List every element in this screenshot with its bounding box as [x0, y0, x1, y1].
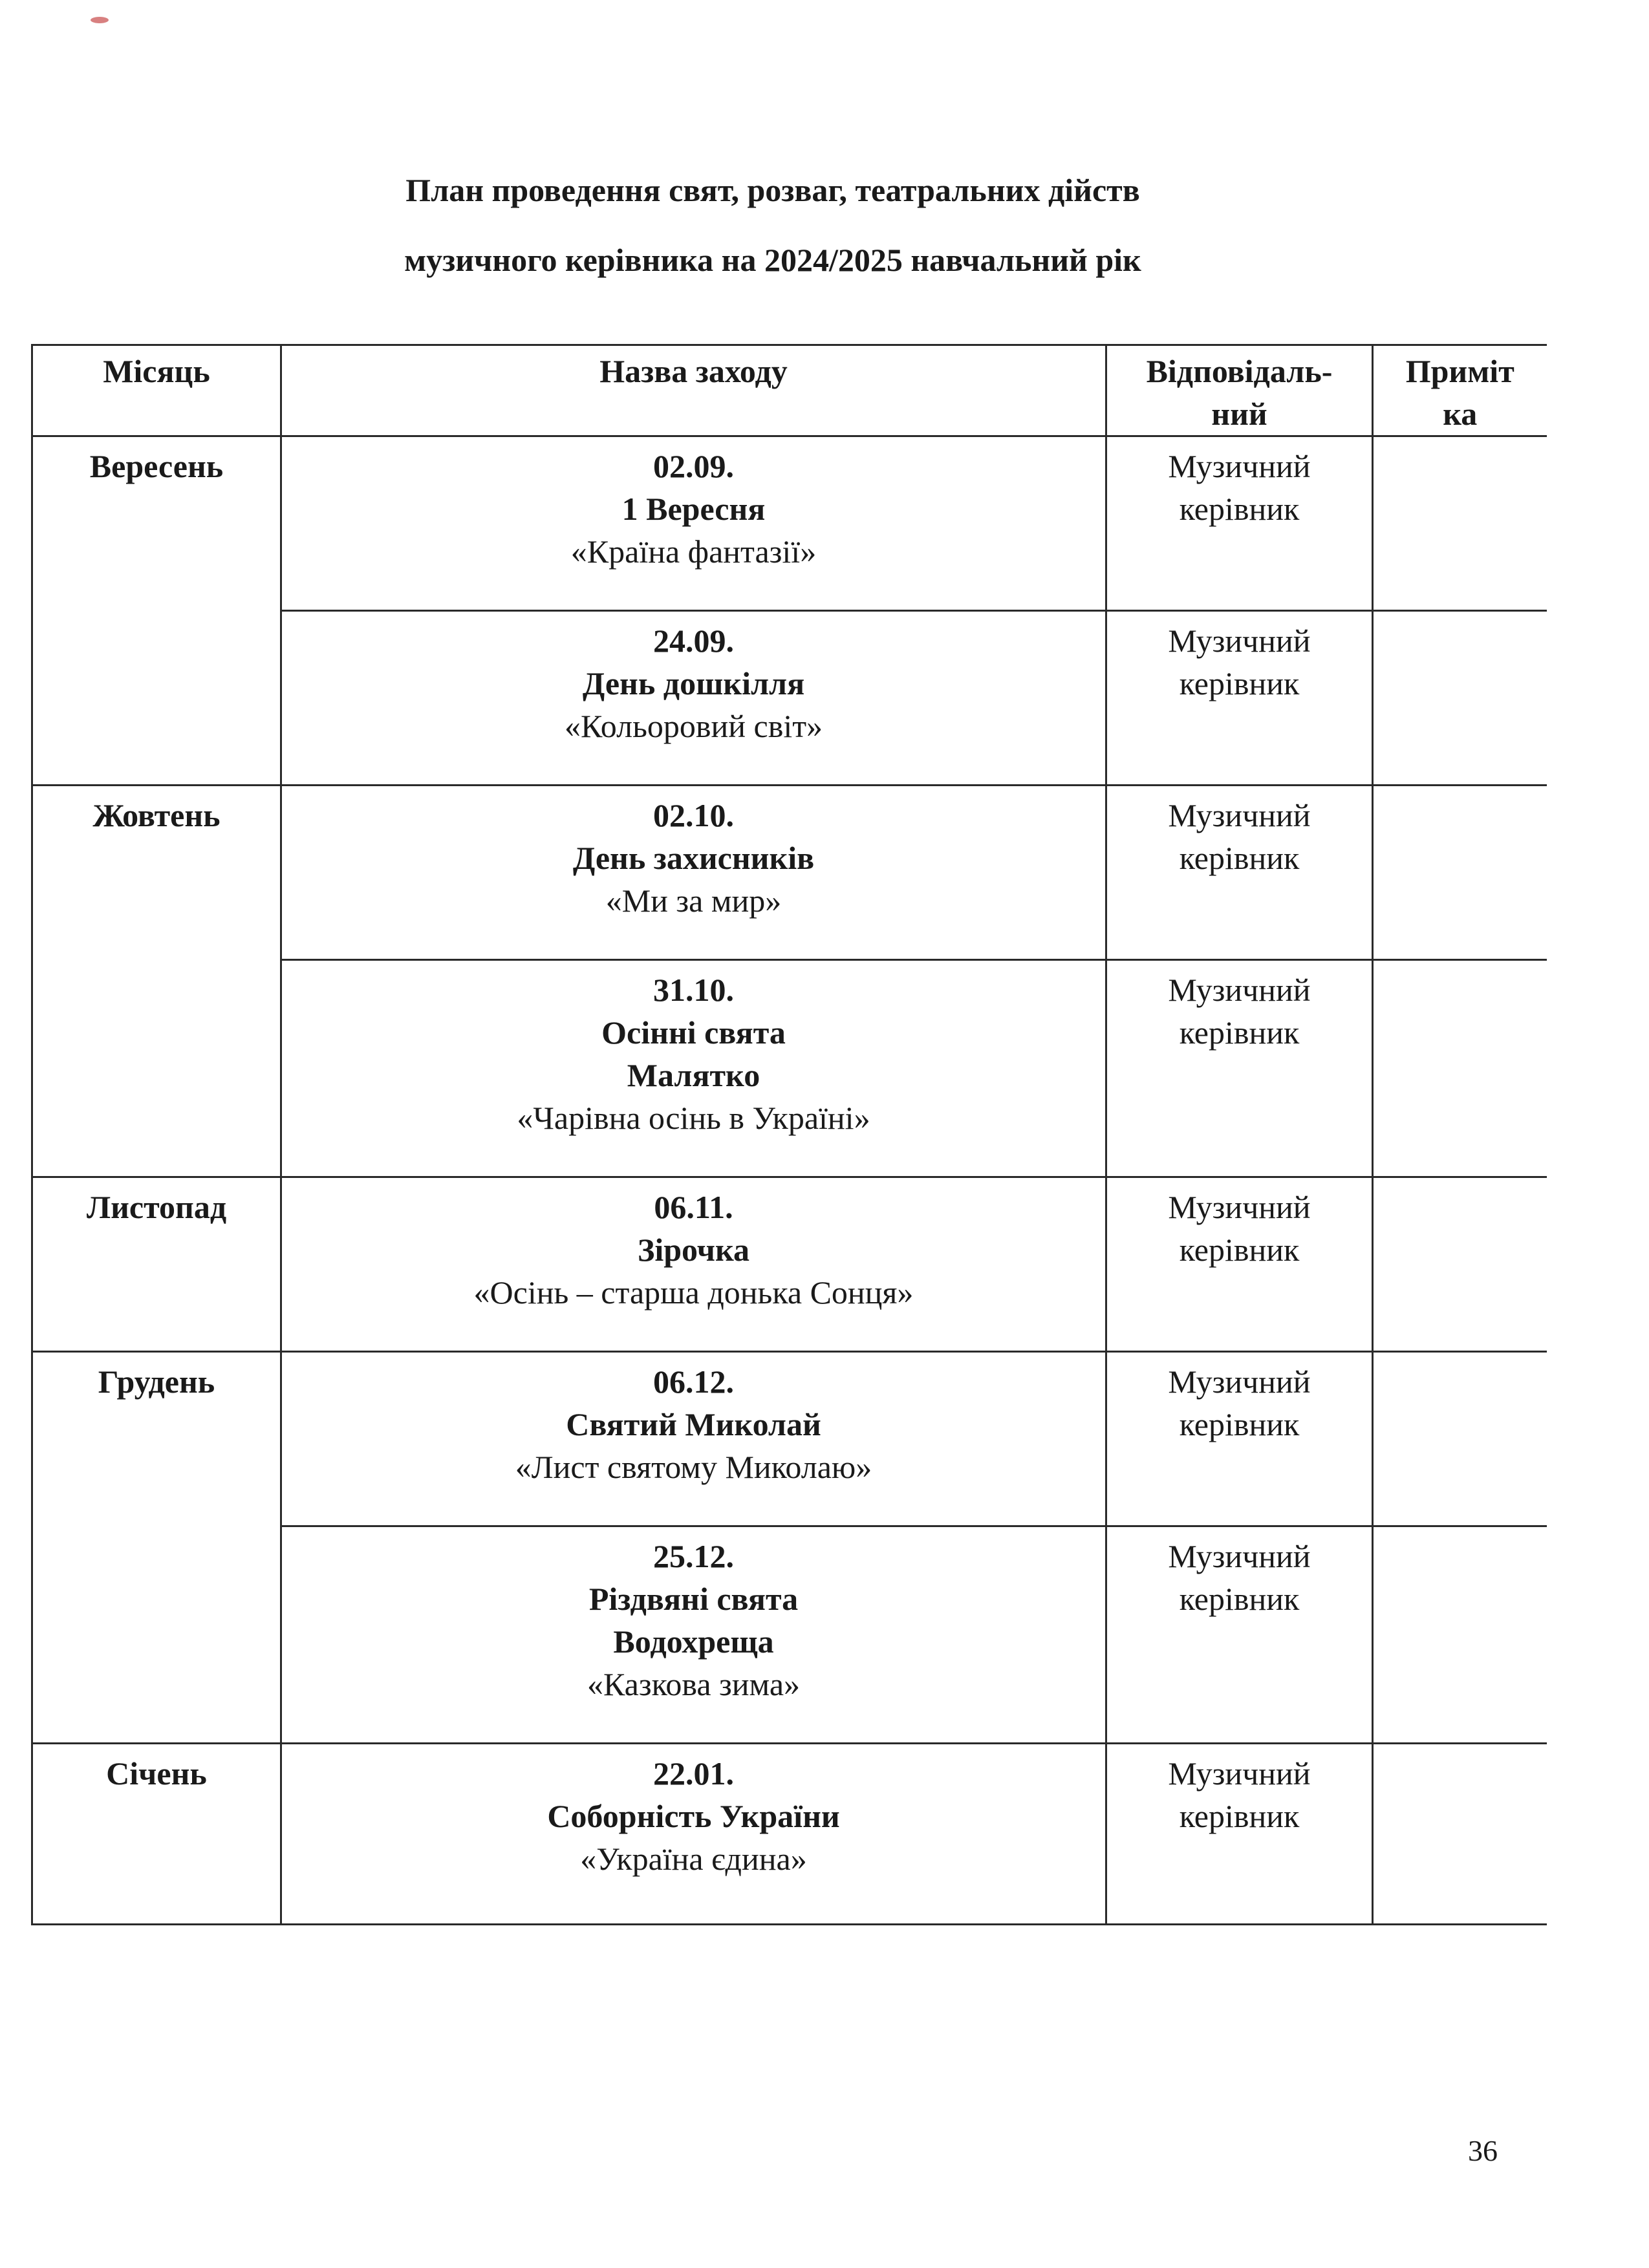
event-theme: «Україна єдина»	[580, 1841, 807, 1877]
header-responsible: Відповідаль- ний	[1106, 345, 1373, 436]
event-name: День дошкілля	[582, 665, 805, 701]
event-cell	[281, 1526, 1106, 1744]
event-cell	[281, 1352, 1106, 1526]
responsible-text: керівник	[1179, 1581, 1300, 1617]
table-row	[32, 786, 1547, 960]
responsible-text: керівник	[1179, 1798, 1300, 1834]
month-cell: Грудень	[32, 1352, 281, 1744]
responsible-text: керівник	[1179, 840, 1300, 876]
scan-mark	[91, 17, 109, 23]
responsible-text: Музичний	[1168, 1538, 1311, 1574]
responsible-cell	[1106, 1177, 1373, 1352]
event-cell	[281, 1744, 1106, 1925]
event-date: 22.01.	[653, 1755, 734, 1792]
note-cell	[1373, 611, 1547, 786]
event-name: 1 Вересня	[621, 491, 766, 527]
header-event: Назва заходу	[281, 345, 1106, 436]
event-date: 25.12.	[653, 1538, 734, 1574]
event-date: 02.09.	[653, 448, 734, 484]
responsible-text: керівник	[1179, 665, 1300, 701]
event-name: Різдвяні свята	[588, 1581, 799, 1617]
event-cell	[281, 960, 1106, 1177]
title-line-1: План проведення свят, розваг, театральних дійств	[405, 172, 1140, 208]
event-theme: «Осінь – старша донька Сонця»	[473, 1274, 914, 1311]
table-header-row	[32, 345, 1547, 436]
event-name: Осінні свята	[601, 1014, 786, 1051]
event-date: 06.11.	[654, 1189, 733, 1225]
event-theme: «Кольоровий світ»	[564, 708, 823, 744]
event-name: Соборність України	[547, 1798, 840, 1834]
event-name: Водохреща	[613, 1623, 774, 1660]
responsible-text: керівник	[1179, 491, 1300, 527]
month-cell: Січень	[32, 1744, 281, 1925]
responsible-text: Музичний	[1168, 1364, 1311, 1400]
responsible-cell	[1106, 436, 1373, 611]
responsible-text: Музичний	[1168, 1755, 1311, 1792]
month-cell: Жовтень	[32, 786, 281, 1177]
responsible-text: Музичний	[1168, 448, 1311, 484]
note-cell	[1373, 1526, 1547, 1744]
table-row	[32, 1744, 1547, 1925]
event-date: 06.12.	[653, 1364, 734, 1400]
event-date: 31.10.	[653, 972, 734, 1008]
responsible-cell	[1106, 1744, 1373, 1925]
event-date: 02.10.	[653, 797, 734, 833]
event-name: Святий Миколай	[566, 1406, 821, 1442]
page-number: 36	[1468, 2134, 1498, 2167]
responsible-cell	[1106, 611, 1373, 786]
event-cell	[281, 436, 1106, 611]
event-name: День захисників	[572, 840, 815, 876]
note-cell	[1373, 960, 1547, 1177]
event-cell	[281, 786, 1106, 960]
responsible-cell	[1106, 786, 1373, 960]
event-theme: «Лист святому Миколаю»	[515, 1449, 872, 1485]
event-cell	[281, 611, 1106, 786]
events-plan-table	[31, 344, 1547, 1925]
responsible-text: керівник	[1179, 1014, 1300, 1051]
event-theme: «Чарівна осінь в Україні»	[517, 1100, 870, 1136]
responsible-text: Музичний	[1168, 623, 1311, 659]
table-row	[32, 436, 1547, 611]
event-name: Зірочка	[637, 1232, 750, 1268]
responsible-text: керівник	[1179, 1406, 1300, 1442]
table-row	[32, 1177, 1547, 1352]
note-cell	[1373, 436, 1547, 611]
header-note: Приміт ка	[1373, 345, 1547, 436]
responsible-text: Музичний	[1168, 1189, 1311, 1225]
note-cell	[1373, 1352, 1547, 1526]
page-title	[0, 155, 1546, 295]
responsible-text: Музичний	[1168, 797, 1311, 833]
note-cell	[1373, 786, 1547, 960]
note-cell	[1373, 1177, 1547, 1352]
event-theme: «Країна фантазії»	[570, 533, 817, 570]
responsible-text: керівник	[1179, 1232, 1300, 1268]
table-row	[32, 1352, 1547, 1526]
header-month: Місяць	[32, 345, 281, 436]
responsible-cell	[1106, 1526, 1373, 1744]
note-cell	[1373, 1744, 1547, 1925]
event-theme: «Ми за мир»	[605, 883, 782, 919]
responsible-cell	[1106, 960, 1373, 1177]
responsible-text: Музичний	[1168, 972, 1311, 1008]
responsible-cell	[1106, 1352, 1373, 1526]
month-cell: Листопад	[32, 1177, 281, 1352]
table-body	[32, 436, 1547, 1925]
event-theme: «Казкова зима»	[587, 1666, 801, 1702]
event-name: Малятко	[627, 1057, 760, 1093]
event-cell	[281, 1177, 1106, 1352]
title-line-2: музичного керівника на 2024/2025 навчальний рік	[404, 242, 1141, 278]
event-date: 24.09.	[653, 623, 734, 659]
month-cell: Вересень	[32, 436, 281, 786]
